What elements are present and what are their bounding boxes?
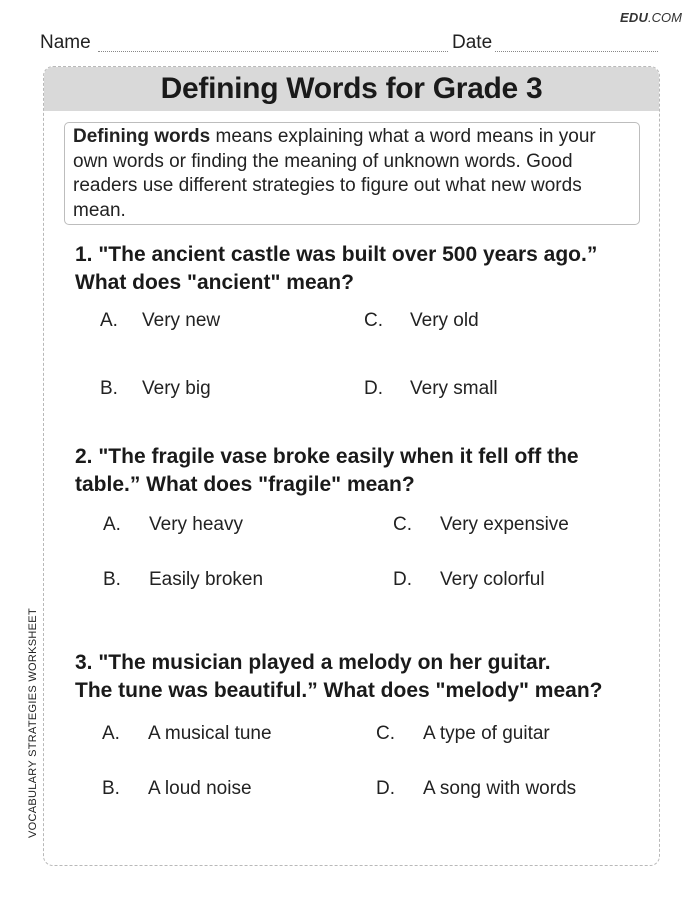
option-letter: A. [103,514,121,535]
option-letter: D. [364,378,383,399]
option-letter: C. [393,514,412,535]
sidebar-worksheet-label: VOCABULARY STRATEGIES WORKSHEET [27,608,39,838]
edu-com-logo [620,10,682,25]
option-text: Very heavy [149,514,243,535]
question-2: 2. "The fragile vase broke easily when it fell off the table.” What does "fragile" mean? [75,445,579,496]
question-3-line-1: 3. "The musician played a melody on her guitar. [75,651,551,674]
intro-bold-term: Defining words [73,126,211,147]
date-field[interactable] [495,51,658,52]
option-text: Very small [410,378,498,399]
option-text: Very new [142,310,221,331]
option-letter: D. [376,778,395,799]
option-text: A musical tune [148,723,272,744]
logo-edu: EDU [619,10,649,25]
intro-text: means explaining what a word means in your own words or finding the meaning of unknown words. Good readers use different strategies to figure out what new words mean. [73,126,596,221]
name-date-row [40,32,658,56]
option-letter: D. [393,569,412,590]
question-1: 1. "The ancient castle was built over 500 years ago.” What does "ancient" mean? [75,243,598,294]
option-letter: B. [103,569,121,590]
option-text: Very colorful [440,569,545,590]
worksheet-panel [43,66,660,866]
name-field[interactable] [98,51,448,52]
name-label: Name [40,32,91,53]
date-label: Date [452,32,493,53]
option-text: A type of guitar [423,723,550,744]
option-letter: C. [376,723,395,744]
question-3-line-2: The tune was beautiful.” What does "melody" mean? [75,679,603,702]
option-letter: B. [102,778,120,799]
option-text: A loud noise [148,778,252,799]
question-3 [75,649,635,705]
option-letter: B. [100,378,118,399]
option-letter: C. [364,310,383,331]
option-text: Very expensive [440,514,569,535]
logo-com: .COM [648,10,682,25]
option-text: Easily broken [149,569,264,590]
option-letter: A. [100,310,118,331]
intro-box [64,122,640,225]
option-text: Very big [142,378,211,399]
option-letter: A. [102,723,120,744]
option-text: A song with words [423,778,577,799]
title-bar [44,67,659,111]
page-title: Defining Words for Grade 3 [160,72,543,105]
option-text: Very old [410,310,479,331]
